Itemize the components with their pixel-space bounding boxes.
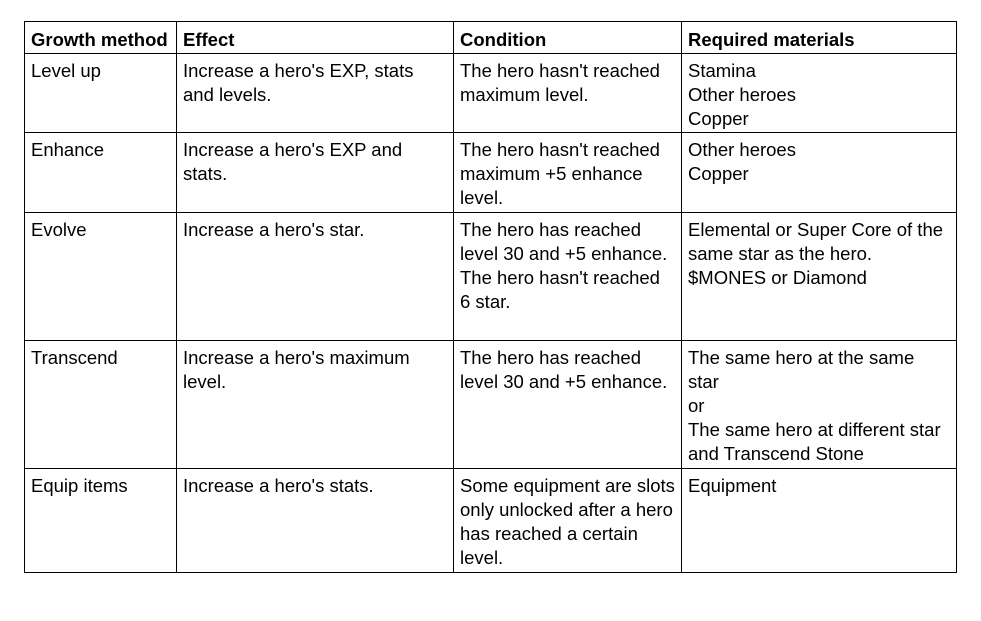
material-line: Equipment (688, 475, 777, 496)
header-condition: Condition (454, 22, 682, 54)
growth-methods-table (24, 21, 957, 573)
cell-method: Enhance (25, 133, 177, 213)
cell-condition (454, 341, 682, 469)
cell-method: Evolve (25, 213, 177, 341)
cell-condition (454, 54, 682, 133)
material-line: Other heroes (688, 139, 796, 160)
material-line: Stamina (688, 60, 756, 81)
table-body (25, 54, 957, 573)
condition-line: The hero hasn't reached maximum level. (460, 60, 660, 105)
material-line: Copper (688, 108, 749, 129)
condition-line: The hero hasn't reached 6 star. (460, 267, 660, 312)
cell-materials (682, 213, 957, 341)
cell-effect: Increase a hero's stats. (177, 469, 454, 573)
cell-condition (454, 133, 682, 213)
material-line: $MONES or Diamond (688, 267, 867, 288)
header-row (25, 22, 957, 54)
cell-condition (454, 469, 682, 573)
table-row (25, 341, 957, 469)
cell-effect: Increase a hero's EXP and stats. (177, 133, 454, 213)
cell-effect: Increase a hero's maximum level. (177, 341, 454, 469)
material-line: Copper (688, 163, 749, 184)
cell-condition (454, 213, 682, 341)
condition-line: The hero has reached level 30 and +5 enhance. (460, 219, 668, 264)
header-effect: Effect (177, 22, 454, 54)
cell-method: Transcend (25, 341, 177, 469)
cell-materials (682, 469, 957, 573)
condition-line: Some equipment are slots only unlocked after a hero has reached a certain level. (460, 475, 675, 568)
cell-materials (682, 133, 957, 213)
header-growth-method: Growth method (25, 22, 177, 54)
cell-method: Equip items (25, 469, 177, 573)
table-header (25, 22, 957, 54)
table-row (25, 469, 957, 573)
material-line: The same hero at different star and Transcend Stone (688, 419, 941, 464)
condition-line: The hero has reached level 30 and +5 enhance. (460, 347, 668, 392)
table-row (25, 213, 957, 341)
table-row (25, 133, 957, 213)
header-required-materials: Required materials (682, 22, 957, 54)
cell-materials (682, 341, 957, 469)
cell-effect: Increase a hero's star. (177, 213, 454, 341)
material-line: Elemental or Super Core of the same star as the hero. (688, 219, 944, 264)
material-line: The same hero at the same star (688, 347, 915, 392)
cell-method: Level up (25, 54, 177, 133)
material-line: or (688, 395, 705, 416)
cell-materials (682, 54, 957, 133)
table-row (25, 54, 957, 133)
cell-effect: Increase a hero's EXP, stats and levels. (177, 54, 454, 133)
material-line: Other heroes (688, 84, 796, 105)
condition-line: The hero hasn't reached maximum +5 enhance level. (460, 139, 660, 208)
